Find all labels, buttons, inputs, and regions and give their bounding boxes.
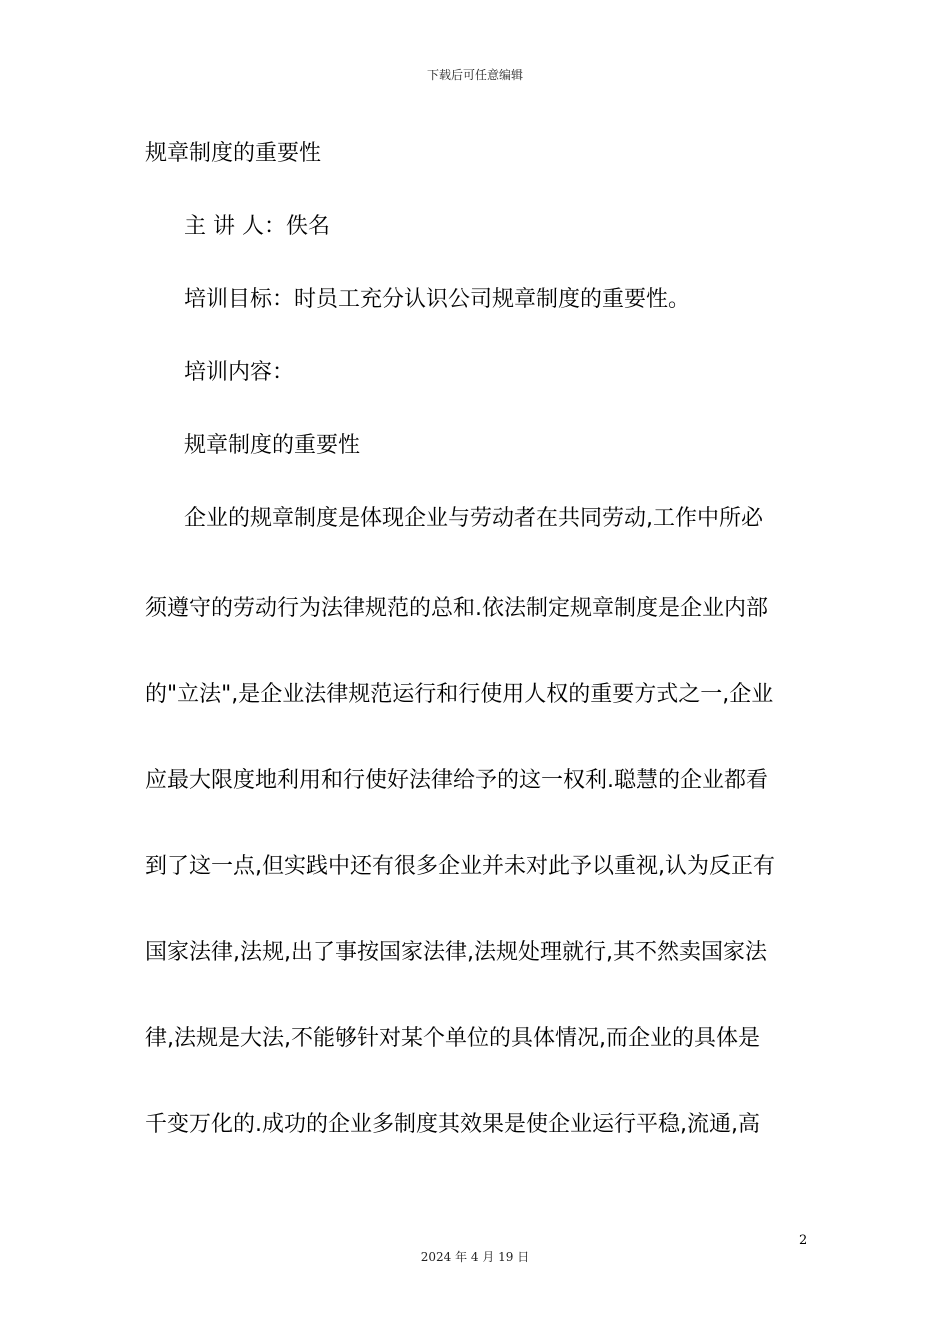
document-title: 规章制度的重要性 bbox=[145, 141, 322, 166]
training-content-label: 培训内容： bbox=[184, 360, 295, 385]
page-header: 下载后可任意编辑 bbox=[426, 68, 523, 82]
paragraph-line: 的"立法",是企业法律规范运行和行使用人权的重要方式之一,企业 bbox=[145, 682, 774, 707]
paragraph-line: 企业的规章制度是体现企业与劳动者在共同劳动,工作中所必 bbox=[184, 506, 763, 531]
speaker-line: 主 讲 人：佚名 bbox=[184, 214, 330, 239]
footer-date: 2024 年 4 月 19 日 bbox=[420, 1250, 530, 1264]
paragraph-line: 千变万化的.成功的企业多制度其效果是使企业运行平稳,流通,高 bbox=[145, 1112, 760, 1137]
section-title: 规章制度的重要性 bbox=[184, 433, 361, 458]
paragraph-line: 须遵守的劳动行为法律规范的总和.依法制定规章制度是企业内部 bbox=[145, 596, 768, 621]
paragraph-line: 国家法律,法规,出了事按国家法律,法规处理就行,其不然卖国家法 bbox=[145, 940, 767, 965]
training-goal: 培训目标：时员工充分认识公司规章制度的重要性。 bbox=[184, 287, 691, 312]
page-number: 2 bbox=[799, 1233, 808, 1248]
paragraph-line: 律,法规是大法,不能够针对某个单位的具体情况,而企业的具体是 bbox=[145, 1026, 760, 1051]
paragraph-line: 到了这一点,但实践中还有很多企业并未对此予以重视,认为反正有 bbox=[145, 854, 775, 879]
paragraph-line: 应最大限度地利用和行使好法律给予的这一权利.聪慧的企业都看 bbox=[145, 768, 768, 793]
